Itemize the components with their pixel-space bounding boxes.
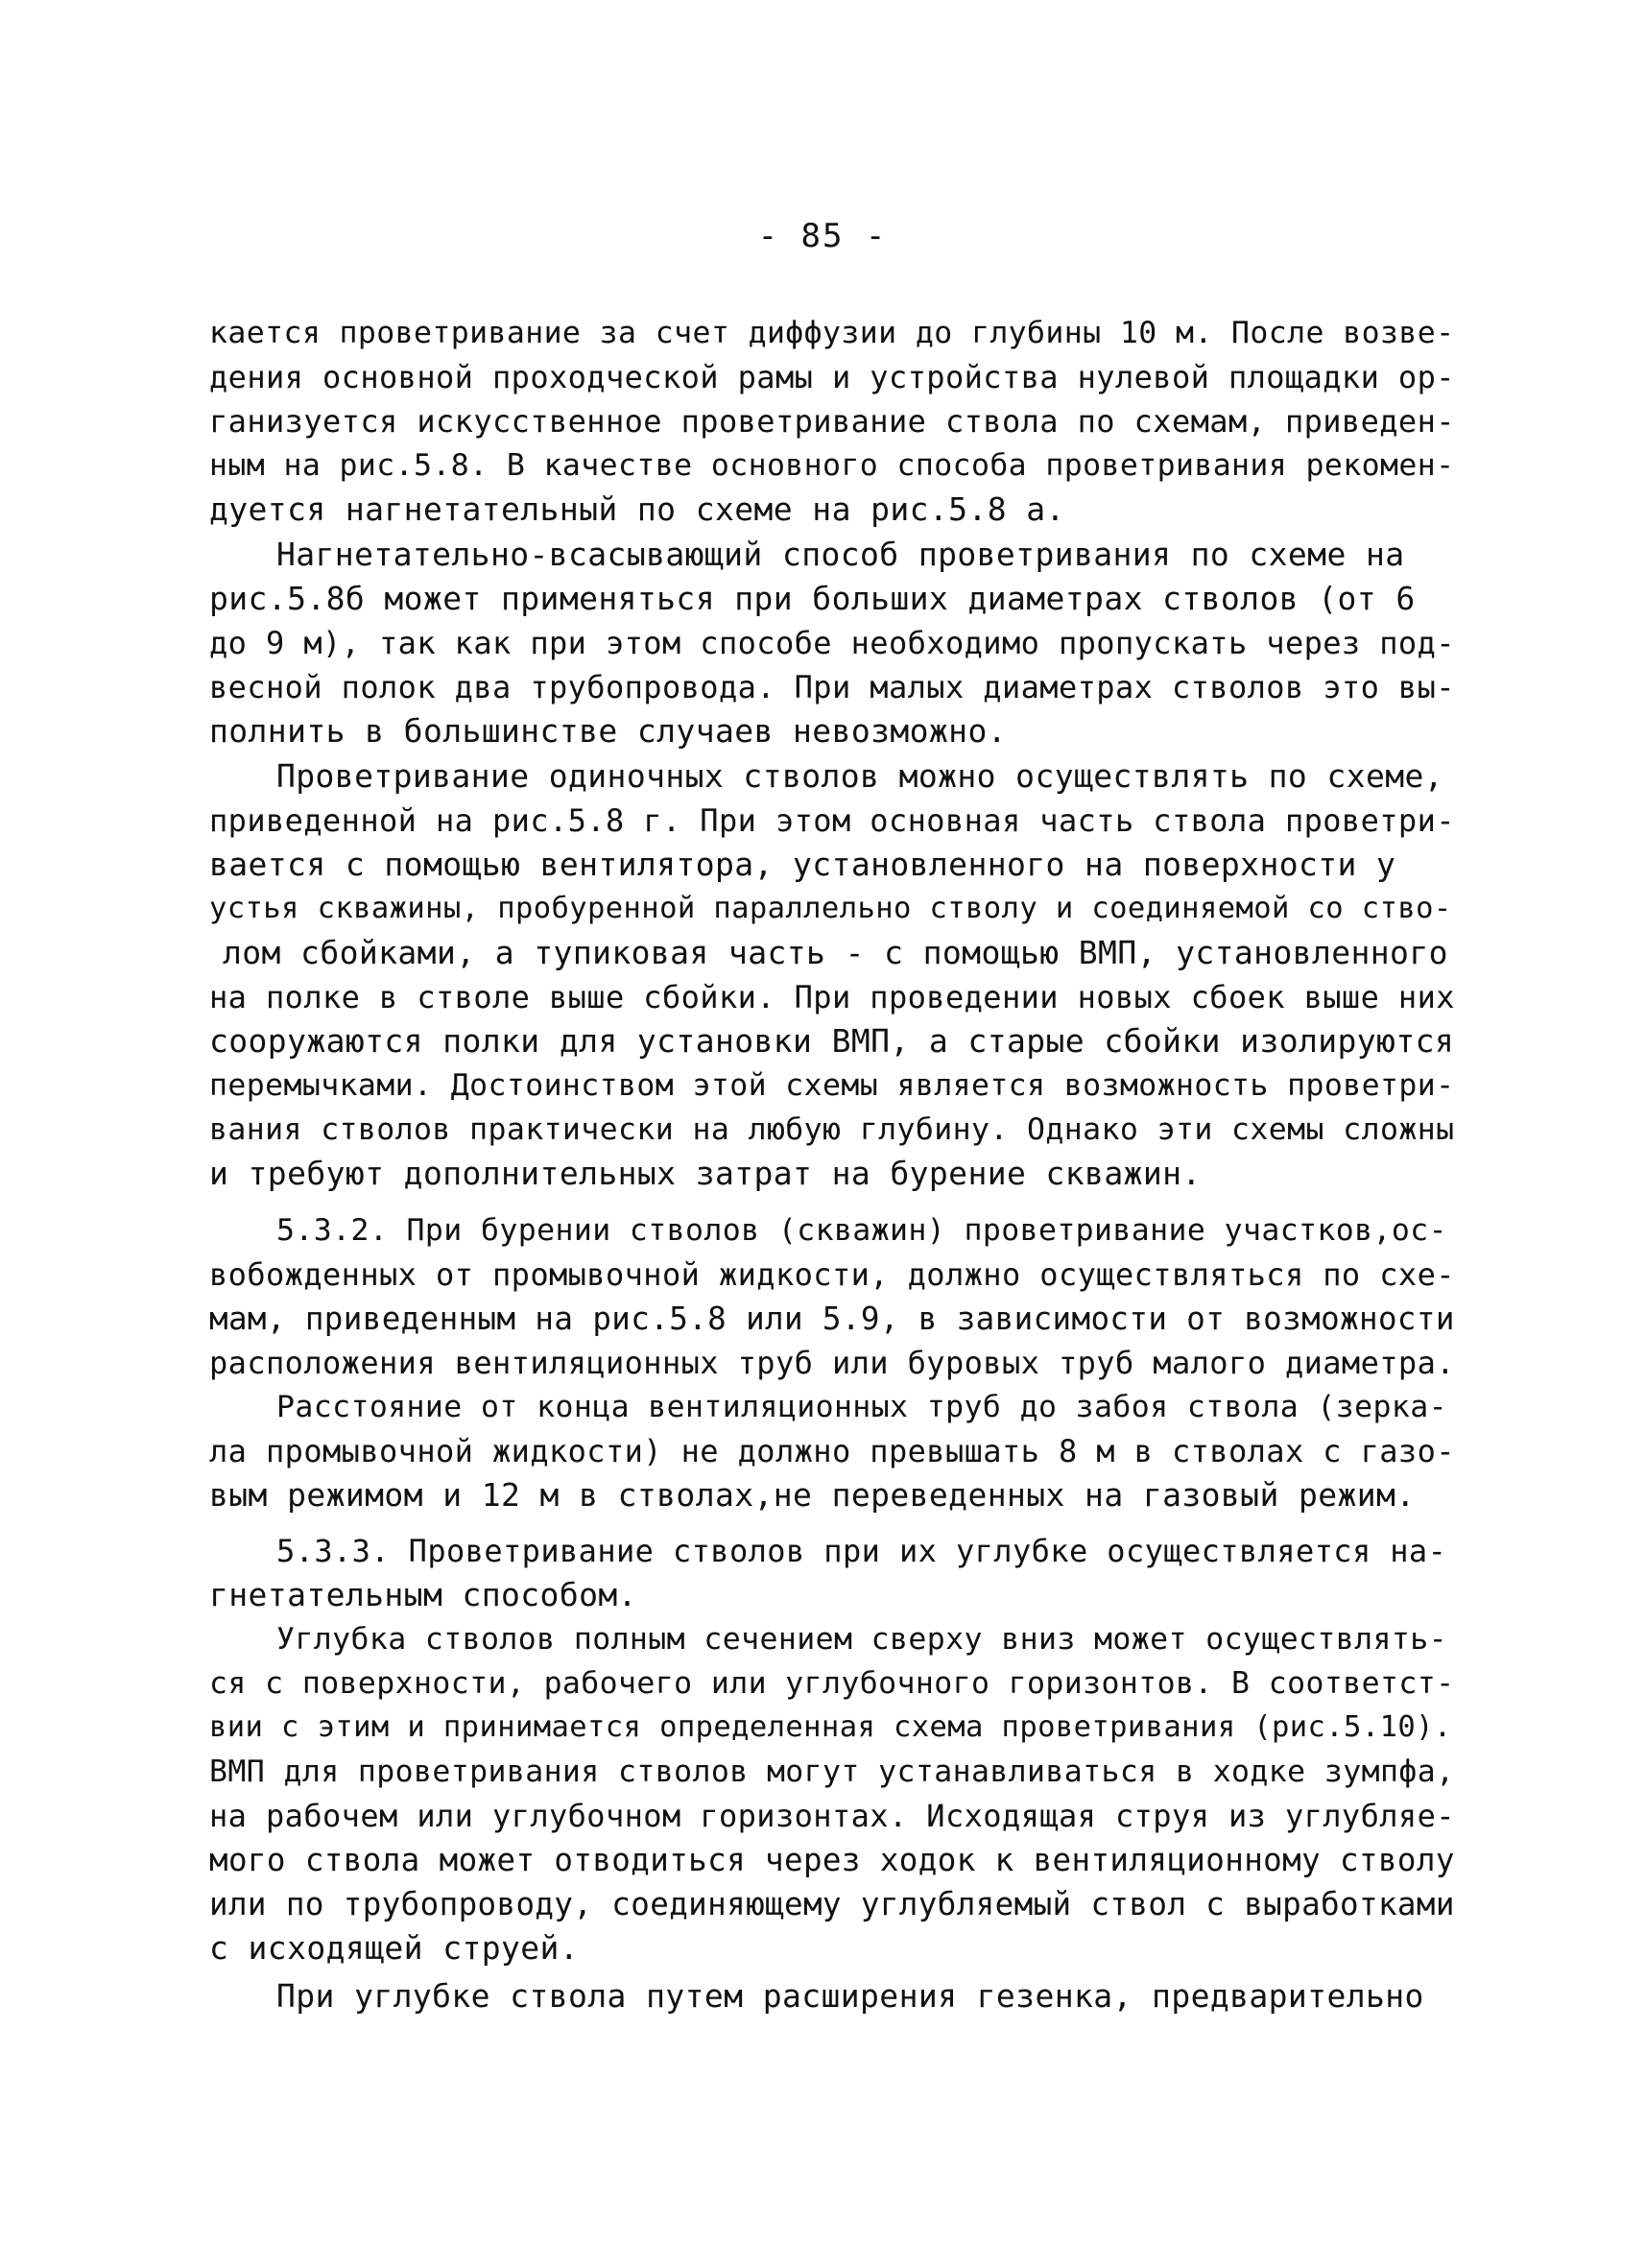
text-line: ла промывочной жидкости) не должно превышать 8 м в стволах с газо- [209, 1433, 1455, 1469]
text-line: Углубка стволов полным сечением сверху вниз может осуществлять- [276, 1622, 1447, 1657]
text-line: гнетательным способом. [209, 1576, 637, 1613]
text-line: вается с помощью вентилятора, установленного на поверхности у [209, 846, 1396, 883]
text-line: кается проветривание за счет диффузии до глубины 10 м. После возве- [209, 316, 1455, 350]
text-line: расположения вентиляционных труб или буровых труб малого диаметра. [209, 1345, 1455, 1381]
text-line: сооружаются полки для установки ВМП, а старые сбойки изолируются [209, 1022, 1455, 1060]
text-line: вобожденных от промывочной жидкости, должно осуществляться по схе- [209, 1256, 1455, 1293]
text-line: или по трубопроводу, соединяющему углубляемый ствол с выработками [209, 1886, 1455, 1922]
text-line: лом сбойками, а тупиковая часть - с помощью ВМП, установленного [223, 934, 1448, 971]
text-line: вания стволов практически на любую глубину. Однако эти схемы сложны [209, 1112, 1455, 1147]
text-line: дения основной проходческой рамы и устройства нулевой площадки ор- [209, 359, 1455, 395]
text-line: на рабочем или углубочном горизонтах. Исходящая струя из углубляе- [209, 1798, 1455, 1834]
text-line: на полке в стволе выше сбойки. При проведении новых сбоек выше них [209, 979, 1455, 1015]
text-line: ным на рис.5.8. В качестве основного способа проветривания рекомен- [209, 448, 1455, 483]
text-line: 5.3.3. Проветривание стволов при их углубке осуществляется на- [276, 1533, 1447, 1569]
text-line: до 9 м), так как при этом способе необходимо пропускать через под- [209, 625, 1455, 661]
text-line: ся с поверхности, рабочего или углубочного горизонтов. В соответст- [209, 1666, 1455, 1701]
text-line: дуется нагнетательный по схеме на рис.5.8 а. [209, 490, 1065, 528]
text-line: При углубке ствола путем расширения гезенка, предварительно [276, 1977, 1424, 2015]
text-line: Проветривание одиночных стволов можно осуществлять по схеме, [276, 757, 1444, 795]
text-line: полнить в большинстве случаев невозможно. [209, 712, 1007, 750]
text-line: вии с этим и принимается определенная схема проветривания (рис.5.10). [209, 1710, 1452, 1744]
text-line: 5.3.2. При бурении стволов (скважин) проветривание участков,ос- [276, 1213, 1447, 1248]
text-line: Расстояние от конца вентиляционных труб до забоя ствола (зерка- [276, 1390, 1447, 1424]
text-line: весной полок два трубопровода. При малых диаметрах стволов это вы- [209, 669, 1455, 705]
text-line: ВМП для проветривания стволов могут устанавливаться в ходке зумпфа, [209, 1755, 1455, 1789]
text-line: и требуют дополнительных затрат на бурение скважин. [209, 1155, 1202, 1192]
text-line: перемычками. Достоинством этой схемы является возможность проветри- [209, 1068, 1455, 1103]
text-line: вым режимом и 12 м в стволах,не переведенных на газовый режим. [209, 1476, 1416, 1514]
text-line: мам, приведенным на рис.5.8 или 5.9, в зависимости от возможности [209, 1301, 1455, 1337]
text-line: рис.5.8б может применяться при больших диаметрах стволов (от 6 [209, 580, 1416, 617]
text-line: Нагнетательно-всасывающий способ проветривания по схеме на [276, 536, 1405, 573]
text-line: ганизуется искусственное проветривание ствола по схемам, приведен- [209, 403, 1455, 440]
text-line: приведенной на рис.5.8 г. При этом основная часть ствола проветри- [209, 802, 1455, 839]
page-number: - 85 - [757, 217, 888, 255]
text-line: с исходящей струей. [209, 1929, 580, 1967]
text-line: мого ствола может отводиться через ходок к вентиляционному стволу [209, 1842, 1455, 1878]
text-line: устья скважины, пробуренной параллельно стволу и соединяемой со ство- [209, 892, 1452, 925]
